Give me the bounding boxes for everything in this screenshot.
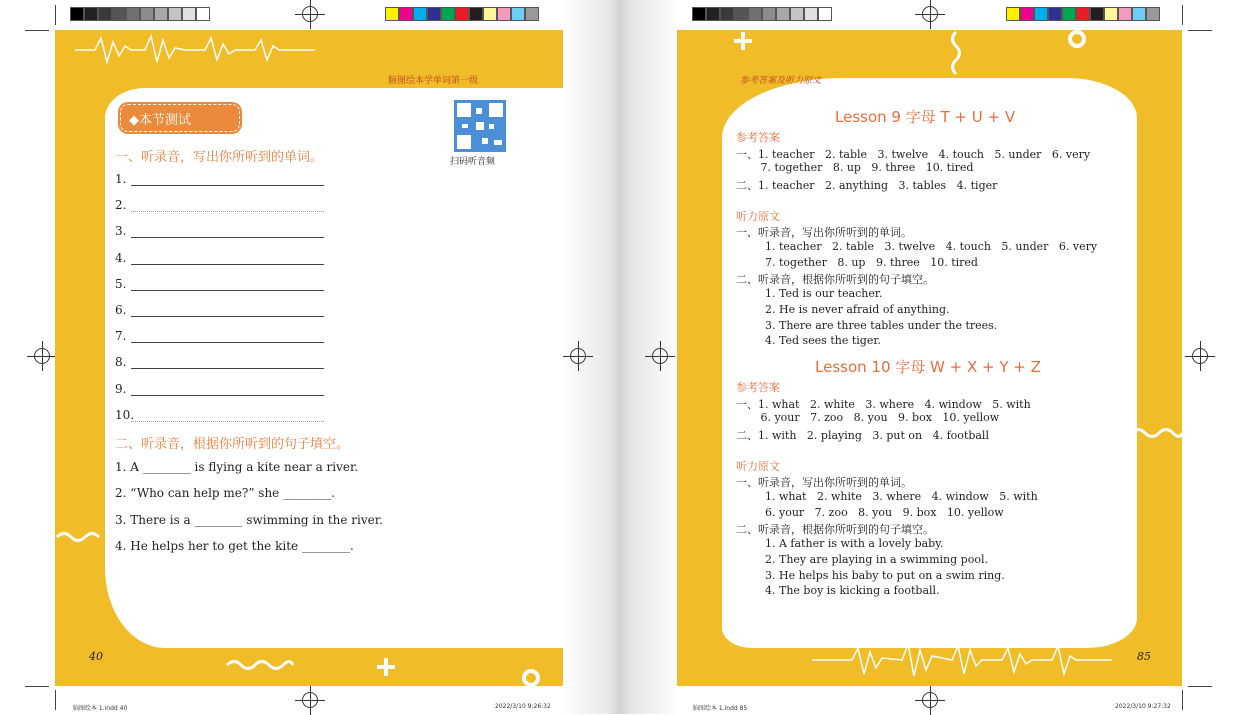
answer-blank-line[interactable]	[131, 368, 324, 369]
blank-number: 8.	[115, 355, 127, 370]
lesson10-transcript-sentence: 2. They are playing in a swimming pool.	[765, 553, 988, 566]
blank-line-row	[115, 408, 134, 422]
plus-icon	[375, 656, 397, 678]
blank-number: 4.	[115, 250, 127, 265]
lesson10-transcript-sentence: 3. He helps his baby to put on a swim ring.	[765, 569, 1005, 582]
badge-label: ◆本节测试	[129, 113, 191, 128]
qr-scan-label: 扫码听音频	[450, 157, 496, 167]
registration-mark-icon	[1192, 348, 1208, 364]
heartbeat-line-icon	[75, 32, 315, 66]
lesson9-answer-line: 二、1. teacher 2. anything 3. tables 4. tiger	[736, 179, 998, 192]
answer-blank-line[interactable]	[131, 264, 324, 265]
lesson10-transcript-sentence: 4. The boy is kicking a football.	[765, 584, 940, 597]
answer-blank-line[interactable]	[131, 290, 324, 291]
wavy-line-icon	[55, 530, 105, 544]
answer-blank-line[interactable]	[131, 421, 324, 422]
blank-number: 5.	[115, 276, 127, 291]
lesson10-answer-line: 6. your 7. zoo 8. you 9. box 10. yellow	[736, 411, 1000, 424]
lesson10-answers-heading: 参考答案	[736, 381, 780, 394]
crop-mark	[55, 5, 56, 25]
lesson9-transcript-sentence: 2. He is never afraid of anything.	[765, 303, 950, 316]
lesson9-transcript-part2-title: 二、听录音，根据你所听到的句子填空。	[736, 273, 934, 286]
right-page-number: 85	[1137, 650, 1151, 663]
lesson9-transcript-sentence: 3. There are three tables under the trees.	[765, 319, 998, 332]
lesson10-answer-line: 二、1. with 2. playing 3. put on 4. football	[736, 429, 989, 442]
lesson10-answer-line: 一、1. what 2. white 3. where 4. window 5. with	[736, 398, 1031, 411]
lesson10-transcript-part2-title: 二、听录音，根据你所听到的句子填空。	[736, 523, 934, 536]
lesson9-transcript-line: 7. together 8. up 9. three 10. tired	[765, 256, 978, 269]
lesson9-transcript-sentence: 4. Ted sees the tiger.	[765, 334, 881, 347]
blank-line-row	[115, 355, 126, 369]
wavy-line-icon	[949, 30, 963, 76]
plus-icon	[732, 30, 754, 52]
answer-blank-line[interactable]	[131, 316, 324, 317]
blank-line-row	[115, 198, 126, 212]
gray-color-bar-right	[692, 7, 832, 21]
left-page-number: 40	[89, 650, 103, 663]
fill-in-sentence: 1. A ________ is flying a kite near a river.	[115, 460, 359, 474]
heartbeat-line-icon	[812, 640, 1112, 680]
lesson9-transcript-heading: 听力原文	[736, 210, 780, 223]
registration-mark-icon	[652, 348, 668, 364]
blank-line-row	[115, 172, 126, 186]
registration-mark-icon	[922, 6, 938, 22]
gray-color-bar-left	[70, 7, 210, 21]
answer-blank-line[interactable]	[131, 342, 324, 343]
cmyk-color-bar-right	[1006, 7, 1160, 21]
lesson9-transcript-part1-title: 一、听录音，写出你所听到的单词。	[736, 226, 912, 239]
lesson9-answer-line: 7. together 8. up 9. three 10. tired	[736, 161, 974, 174]
lesson9-transcript-sentence: 1. Ted is our teacher.	[765, 287, 883, 300]
fill-in-sentence: 4. He helps her to get the kite ________.	[115, 538, 354, 553]
blank-line-row	[115, 382, 126, 396]
blank-line-row	[115, 277, 126, 291]
answer-blank-line[interactable]	[131, 395, 324, 396]
registration-mark-icon	[570, 348, 586, 364]
blank-line-row	[115, 224, 126, 238]
wavy-line-icon	[225, 658, 295, 672]
lesson9-transcript-line: 1. teacher 2. table 3. twelve 4. touch 5. under 6. very	[765, 240, 1098, 253]
right-footer-timestamp: 2022/3/10 9:27:32	[1115, 703, 1171, 710]
answer-blank-line[interactable]	[131, 185, 324, 186]
left-section1-title: 一、听录音，写出你所听到的单词。	[115, 150, 324, 165]
lesson10-title: Lesson 10 字母 W + X + Y + Z	[815, 358, 1041, 376]
fill-in-sentence: 3. There is a ________ swimming in the river.	[115, 512, 383, 527]
qr-code-icon[interactable]	[454, 100, 506, 152]
lesson9-answers-heading: 参考答案	[736, 131, 780, 144]
blank-number: 3.	[115, 224, 127, 239]
lesson9-title: Lesson 9 字母 T + U + V	[835, 108, 1016, 126]
answer-blank-line[interactable]	[131, 211, 324, 212]
fill-in-sentence: 2. “Who can help me?” she ________.	[115, 486, 335, 501]
wavy-line-icon	[1129, 426, 1182, 440]
blank-number: 1.	[115, 172, 127, 186]
circle-icon	[1066, 30, 1088, 50]
lesson9-answer-line: 一、1. teacher 2. table 3. twelve 4. touch 5. under 6. very	[736, 148, 1091, 161]
left-footer-file: 脑图绘本 1.indd 40	[73, 705, 128, 712]
blank-line-row	[115, 329, 126, 343]
crop-mark	[55, 690, 56, 710]
crop-mark	[1182, 690, 1183, 710]
registration-mark-icon	[34, 348, 50, 364]
left-footer-timestamp: 2022/3/10 9:26:32	[495, 703, 551, 710]
lesson10-transcript-heading: 听力原文	[736, 460, 780, 473]
lesson10-transcript-part1-title: 一、听录音，写出你所听到的单词。	[736, 476, 912, 489]
cmyk-color-bar-left	[385, 7, 539, 21]
blank-number: 9.	[115, 381, 127, 396]
blank-number: 7.	[115, 329, 127, 344]
registration-mark-icon	[302, 6, 318, 22]
lesson10-transcript-line: 6. your 7. zoo 8. you 9. box 10. yellow	[765, 506, 1004, 519]
blank-line-row	[115, 303, 126, 317]
circle-icon	[521, 668, 541, 686]
lesson10-transcript-line: 1. what 2. white 3. where 4. window 5. with	[765, 490, 1038, 503]
crop-mark	[25, 686, 49, 687]
blank-number: 2.	[115, 198, 127, 213]
answer-blank-line[interactable]	[131, 237, 324, 238]
crop-mark	[1188, 686, 1212, 687]
left-section2-title: 二、听录音，根据你所听到的句子填空。	[115, 437, 350, 452]
section-test-badge	[120, 104, 240, 132]
crop-mark	[1182, 5, 1183, 25]
blank-number: 10.	[115, 407, 135, 422]
right-footer-file: 脑图绘本 1.indd 85	[693, 705, 748, 712]
right-running-head: 参考答案及听力原文	[740, 76, 822, 86]
left-running-head: 脑图绘本学单词第一级	[388, 76, 479, 86]
blank-number: 6.	[115, 303, 127, 317]
crop-mark	[25, 30, 49, 31]
lesson10-transcript-sentence: 1. A father is with a lovely baby.	[765, 537, 944, 550]
registration-mark-icon	[302, 692, 318, 708]
crop-mark	[1188, 30, 1212, 31]
registration-mark-icon	[922, 692, 938, 708]
blank-line-row	[115, 251, 126, 265]
